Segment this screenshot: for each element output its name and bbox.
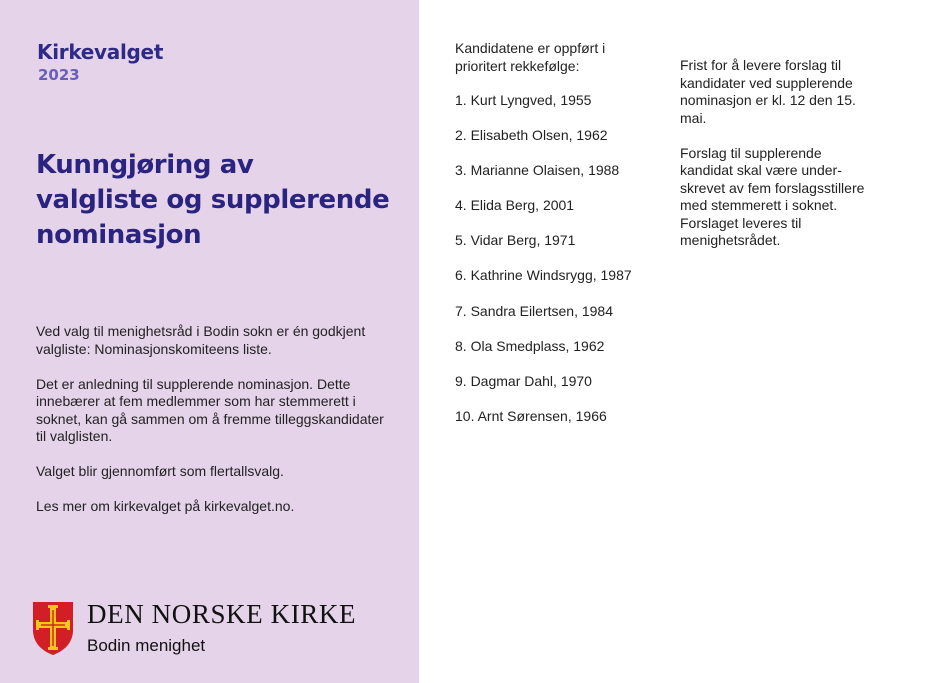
list-item: 10. Arnt Sørensen, 1966	[455, 407, 607, 424]
deadline-line: Frist for å levere forslag til	[680, 57, 842, 73]
submission-line: Forslaget leveres til	[680, 214, 802, 231]
candidate-list	[455, 92, 675, 443]
deadline-line: mai.	[680, 109, 707, 126]
brand-year: 2023	[38, 66, 80, 84]
submission-paragraph	[680, 145, 885, 250]
deadline-paragraph	[680, 57, 885, 127]
deadline-section	[680, 57, 885, 267]
page-title-line: Kunngjøring av	[36, 150, 254, 180]
list-item: 8. Ola Smedplass, 1962	[455, 337, 605, 354]
candidate-intro-line: prioritert rekkefølge:	[455, 57, 580, 74]
candidate-intro	[455, 40, 665, 75]
brand-title: Kirkevalget	[37, 40, 164, 64]
page-title	[36, 148, 406, 253]
list-item: 4. Elida Berg, 2001	[455, 197, 575, 214]
page-title-line: valgliste og supplerende	[36, 185, 390, 215]
list-item: 2. Elisabeth Olsen, 1962	[455, 127, 608, 144]
organization-name: DEN NORSKE KIRKE	[87, 599, 357, 629]
submission-line: skrevet av fem forslagsstillere	[680, 179, 865, 196]
list-item: 5. Vidar Berg, 1971	[455, 232, 576, 249]
intro-paragraph-supplerende: Det er anledning til supplerende nominasjon. Dette innebærer at fem medlemmer som har stemmerett i soknet, kan gå sammen om å fremme tilleggskandidater til valglisten.	[36, 375, 384, 444]
list-item: 9. Dagmar Dahl, 1970	[455, 372, 592, 389]
intro-paragraph-flertallsvalg: Valget blir gjennomført som flertallsvalg.	[36, 463, 284, 479]
organization-subtitle: Bodin menighet	[87, 636, 206, 655]
list-item: 6. Kathrine Windsrygg, 1987	[455, 267, 632, 284]
list-item: 1. Kurt Lyngved, 1955	[455, 92, 592, 108]
intro-paragraph-valgliste: Ved valg til menighetsråd i Bodin sokn er én godkjent valgliste: Nominasjonskomiteens liste.	[36, 323, 366, 357]
submission-line: kandidat skal være under-	[680, 162, 842, 178]
deadline-line: kandidater ved supplerende	[680, 74, 853, 91]
submission-line: med stemmerett i soknet.	[680, 197, 838, 213]
left-panel	[0, 0, 419, 683]
church-shield-cross-icon	[31, 600, 75, 656]
submission-line: menighetsrådet.	[680, 232, 781, 248]
deadline-line: nominasjon er kl. 12 den 15.	[680, 92, 856, 108]
list-item: 3. Marianne Olaisen, 1988	[455, 162, 620, 179]
candidate-section	[455, 40, 665, 424]
candidate-intro-line: Kandidatene er oppført i	[455, 40, 606, 56]
list-item: 7. Sandra Eilertsen, 1984	[455, 302, 613, 319]
intro-text	[36, 323, 386, 533]
page-title-line: nominasjon	[36, 220, 202, 250]
intro-paragraph-read-more: Les mer om kirkevalget på kirkevalget.no.	[36, 498, 295, 514]
submission-line: Forslag til supplerende	[680, 144, 822, 161]
